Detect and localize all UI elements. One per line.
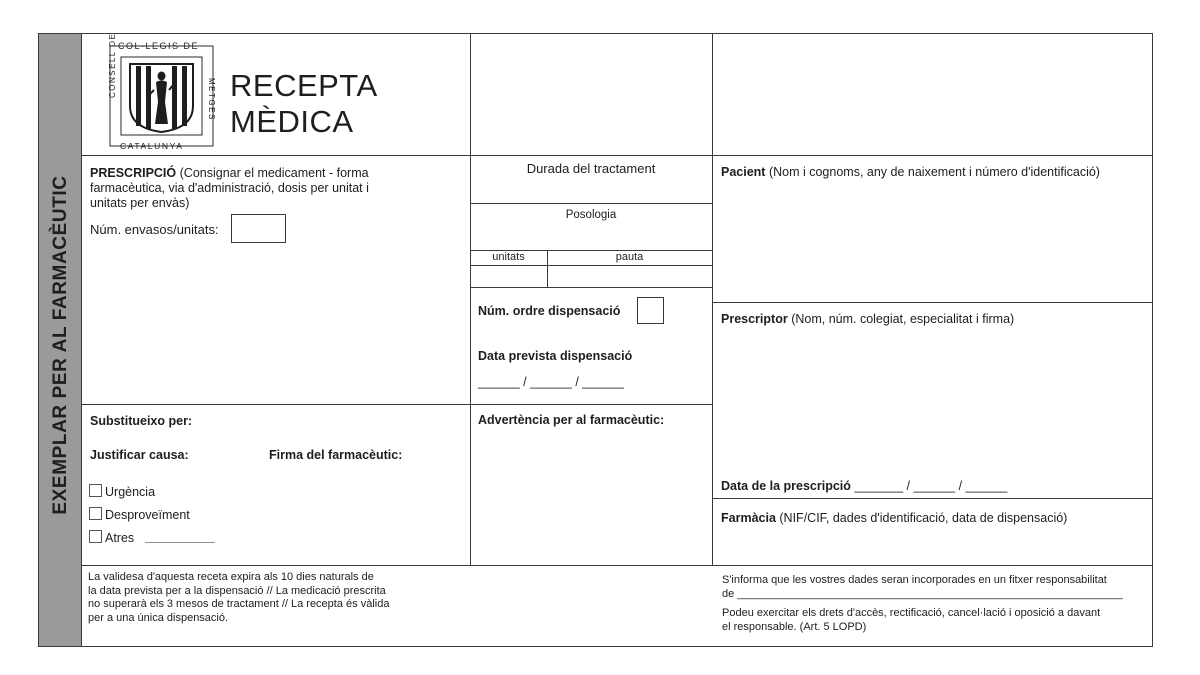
farmacia-desc: (NIF/CIF, dades d'identificació, data de dispensació) bbox=[779, 511, 1068, 525]
side-label: EXEMPLAR PER AL FARMACÈUTIC bbox=[50, 175, 71, 515]
unitats-field[interactable] bbox=[471, 266, 546, 287]
prescripcio-desc-2: farmacèutica, via d'administració, dosis per unitat i bbox=[90, 181, 369, 195]
divider-pacient bbox=[712, 302, 1153, 303]
atres-field[interactable]: __________ bbox=[145, 530, 215, 544]
farmacia-field[interactable] bbox=[714, 530, 1152, 563]
divider-footer bbox=[82, 565, 1153, 566]
divider-right bbox=[712, 33, 713, 566]
divider-header bbox=[82, 155, 1153, 156]
data-prescripcio-field[interactable]: _______ / ______ / ______ bbox=[854, 479, 1008, 493]
desproveiment-label: Desproveïment bbox=[105, 508, 190, 522]
logo-text-right: METGES bbox=[207, 78, 216, 121]
prescriptor-label: Prescriptor bbox=[721, 312, 788, 326]
title-line1: RECEPTA bbox=[230, 68, 378, 103]
divider-posologia-bottom bbox=[470, 287, 712, 288]
prescripcio-desc-1: (Consignar el medicament - forma bbox=[179, 166, 369, 180]
college-logo bbox=[104, 40, 219, 152]
farmacia-label: Farmàcia bbox=[721, 511, 776, 525]
justificar-label: Justificar causa: bbox=[90, 448, 189, 462]
substitueixo-label bbox=[90, 414, 192, 429]
advertencia-field[interactable] bbox=[472, 432, 710, 562]
divider-farmacia bbox=[712, 498, 1153, 499]
atres-checkbox[interactable] bbox=[89, 530, 102, 543]
pacient-field[interactable] bbox=[714, 185, 1152, 300]
farmacia-heading bbox=[721, 511, 1067, 526]
pacient-label: Pacient bbox=[721, 165, 766, 179]
divider-middle-left bbox=[82, 404, 712, 405]
prescriptor-field[interactable] bbox=[714, 332, 1152, 472]
firma-farmaceutic-label: Firma del farmacèutic: bbox=[269, 448, 403, 462]
prescripcio-label: PRESCRIPCIÓ bbox=[90, 166, 177, 180]
advertencia-label: Advertència per al farmacèutic: bbox=[478, 413, 665, 427]
prescriptor-heading bbox=[721, 312, 1014, 327]
num-ordre-field[interactable] bbox=[637, 297, 664, 324]
substitueixo-text: Substitueixo per: bbox=[90, 414, 193, 428]
data-prevista-label: Data prevista dispensació bbox=[478, 349, 633, 363]
data-prescripcio-row bbox=[721, 479, 1007, 494]
divider-left bbox=[470, 33, 471, 566]
num-ordre-label: Núm. ordre dispensació bbox=[478, 304, 621, 318]
logo-text-top: COL·LEGIS DE bbox=[118, 41, 200, 51]
pacient-heading bbox=[721, 165, 1100, 180]
prescripcio-desc-3: unitats per envàs) bbox=[90, 196, 190, 210]
footer-right-line1: S'informa que les vostres dades seran incorporades en un fitxer responsabilitat bbox=[722, 574, 1107, 586]
data-prescripcio-label: Data de la prescripció bbox=[721, 479, 851, 493]
durada-label: Durada del tractament bbox=[526, 161, 656, 176]
logo-text-bottom: CATALUNYA bbox=[120, 141, 184, 151]
footer-left-line2: la data prevista per a la dispensació // La medicació prescrita bbox=[88, 584, 386, 597]
footer-right-line4: el responsable. (Art. 5 LOPD) bbox=[722, 620, 867, 633]
num-envasos-field[interactable] bbox=[231, 214, 286, 243]
urgencia-label: Urgència bbox=[105, 485, 156, 499]
pauta-label: pauta bbox=[615, 251, 644, 263]
footer-right-line3: Podeu exercitar els drets d'accès, rectificació, cancel·lació i oposició a davant bbox=[722, 607, 1101, 619]
footer-left-line1: La validesa d'aquesta receta expira als 10 dies naturals de bbox=[88, 571, 374, 583]
footer-left-line3: no superarà els 3 mesos de tractament // La recepta és vàlida bbox=[88, 598, 390, 610]
unitats-label: unitats bbox=[492, 251, 525, 263]
data-prevista-field[interactable]: ______ / ______ / ______ bbox=[478, 375, 624, 389]
prescripcio-heading bbox=[90, 166, 369, 181]
pacient-desc: (Nom i cognoms, any de naixement i número d'identificació) bbox=[768, 165, 1100, 179]
atres-label: Atres bbox=[105, 531, 135, 545]
footer-left-line4: per a una única dispensació. bbox=[88, 611, 229, 624]
logo-text-left: CONSELL DE bbox=[108, 32, 117, 98]
urgencia-checkbox[interactable] bbox=[89, 484, 102, 497]
title-line2: MÈDICA bbox=[230, 104, 354, 139]
divider-durada bbox=[470, 203, 712, 204]
pauta-field[interactable] bbox=[548, 266, 711, 287]
posologia-label: Posologia bbox=[565, 209, 617, 221]
footer-right-line2: de _______________________________________________________________ bbox=[722, 587, 1123, 600]
desproveiment-checkbox[interactable] bbox=[89, 507, 102, 520]
num-envasos-label: Núm. envasos/unitats: bbox=[90, 222, 219, 237]
prescriptor-desc: (Nom, núm. colegiat, especialitat i firma) bbox=[791, 312, 1015, 326]
